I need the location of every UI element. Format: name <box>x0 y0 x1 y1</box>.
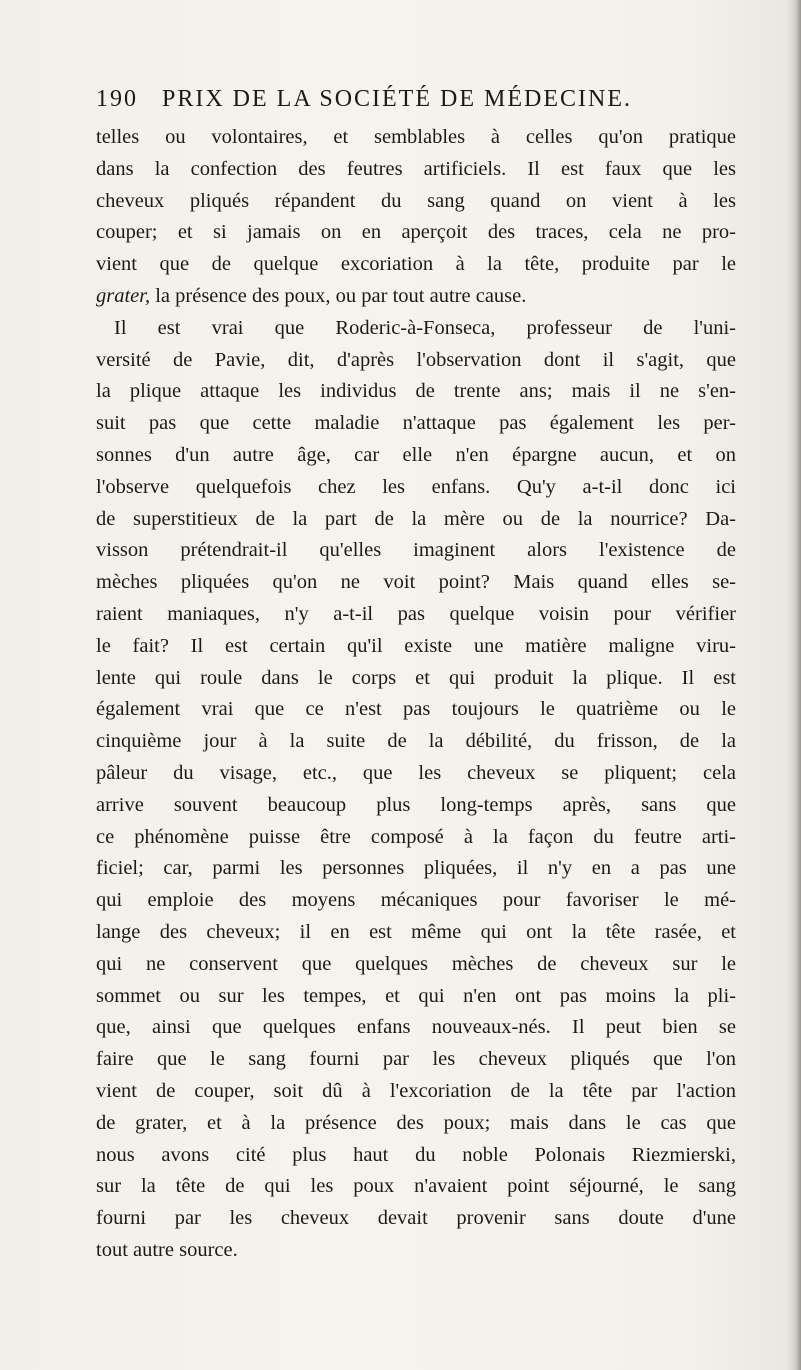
text-line: arrive souvent beaucoup plus long-temps après, sans que <box>96 793 736 816</box>
text-line: vient que de quelque excoriation à la tête, produite par le <box>96 253 736 276</box>
text-line: que, ainsi que quelques enfans nouveaux-nés. Il peut bien se <box>96 1016 736 1039</box>
text-line-rest: la présence des poux, ou par tout autre cause. <box>155 284 527 307</box>
text-line: de superstitieux de la part de la mère ou de la nourrice? Da- <box>96 507 736 530</box>
text-line: faire que le sang fourni par les cheveux pliqués que l'on <box>96 1048 736 1071</box>
text-line: également vrai que ce n'est pas toujours le quatrième ou le <box>96 698 736 721</box>
text-line: ce phénomène puisse être composé à la façon du feutre arti- <box>96 825 736 848</box>
text-line: telles ou volontaires, et semblables à celles qu'on pratique <box>96 126 736 148</box>
text-line: la plique attaque les individus de trente ans; mais il ne s'en- <box>96 380 736 403</box>
text-line: pâleur du visage, etc., que les cheveux se pliquent; cela <box>96 761 736 784</box>
text-line: qui emploie des moyens mécaniques pour favoriser le mé- <box>96 889 736 912</box>
running-header <box>96 86 736 113</box>
text-line: couper; et si jamais on en aperçoit des traces, cela ne pro- <box>96 221 736 244</box>
running-title: PRIX DE LA SOCIÉTÉ DE MÉDECINE. <box>162 86 632 112</box>
text-line: tout autre source. <box>96 1238 238 1261</box>
text-line: sonnes d'un autre âge, car elle n'en épargne aucun, et on <box>96 443 736 466</box>
text-line: suit pas que cette maladie n'attaque pas également les per- <box>96 412 736 435</box>
text-line: le fait? Il est certain qu'il existe une matière maligne viru- <box>96 634 736 657</box>
text-line: fourni par les cheveux devait provenir sans doute d'une <box>96 1207 736 1230</box>
page-edge-shadow <box>787 0 801 1370</box>
text-line: ficiel; car, parmi les personnes pliquées, il n'y en a pas une <box>96 857 736 880</box>
text-line: qui ne conservent que quelques mèches de cheveux sur le <box>96 952 736 975</box>
text-line: Il est vrai que Roderic-à-Fonseca, professeur de l'uni- <box>114 316 736 339</box>
text-line: raient maniaques, n'y a-t-il pas quelque voisin pour vérifier <box>96 602 736 625</box>
text-line: versité de Pavie, dit, d'après l'observation dont il s'agit, que <box>96 348 736 371</box>
text-line: de grater, et à la présence des poux; mais dans le cas que <box>96 1111 736 1134</box>
text-line: nous avons cité plus haut du noble Polonais Riezmierski, <box>96 1143 736 1166</box>
text-line: cinquième jour à la suite de la débilité, du frisson, de la <box>96 730 736 753</box>
italic-word: grater, <box>96 284 151 307</box>
text-line: l'observe quelquefois chez les enfans. Qu'y a-t-il donc ici <box>96 475 736 498</box>
text-line <box>96 281 736 313</box>
text-line: sommet ou sur les tempes, et qui n'en ont pas moins la pli- <box>96 984 736 1007</box>
text-line: dans la confection des feutres artificiels. Il est faux que les <box>96 157 736 180</box>
text-line: cheveux pliqués répandent du sang quand on vient à les <box>96 189 736 212</box>
text-line: lente qui roule dans le corps et qui produit la plique. Il est <box>96 666 736 689</box>
text-line: mèches pliquées qu'on ne voit point? Mais quand elles se- <box>96 571 736 594</box>
text-line: visson prétendrait-il qu'elles imaginent alors l'existence de <box>96 539 736 562</box>
page-number: 190 <box>96 86 138 112</box>
text-line: vient de couper, soit dû à l'excoriation de la tête par l'action <box>96 1079 736 1102</box>
text-line: lange des cheveux; il en est même qui ont la tête rasée, et <box>96 920 736 943</box>
text-line: sur la tête de qui les poux n'avaient point séjourné, le sang <box>96 1175 736 1198</box>
body-text <box>96 122 736 1267</box>
